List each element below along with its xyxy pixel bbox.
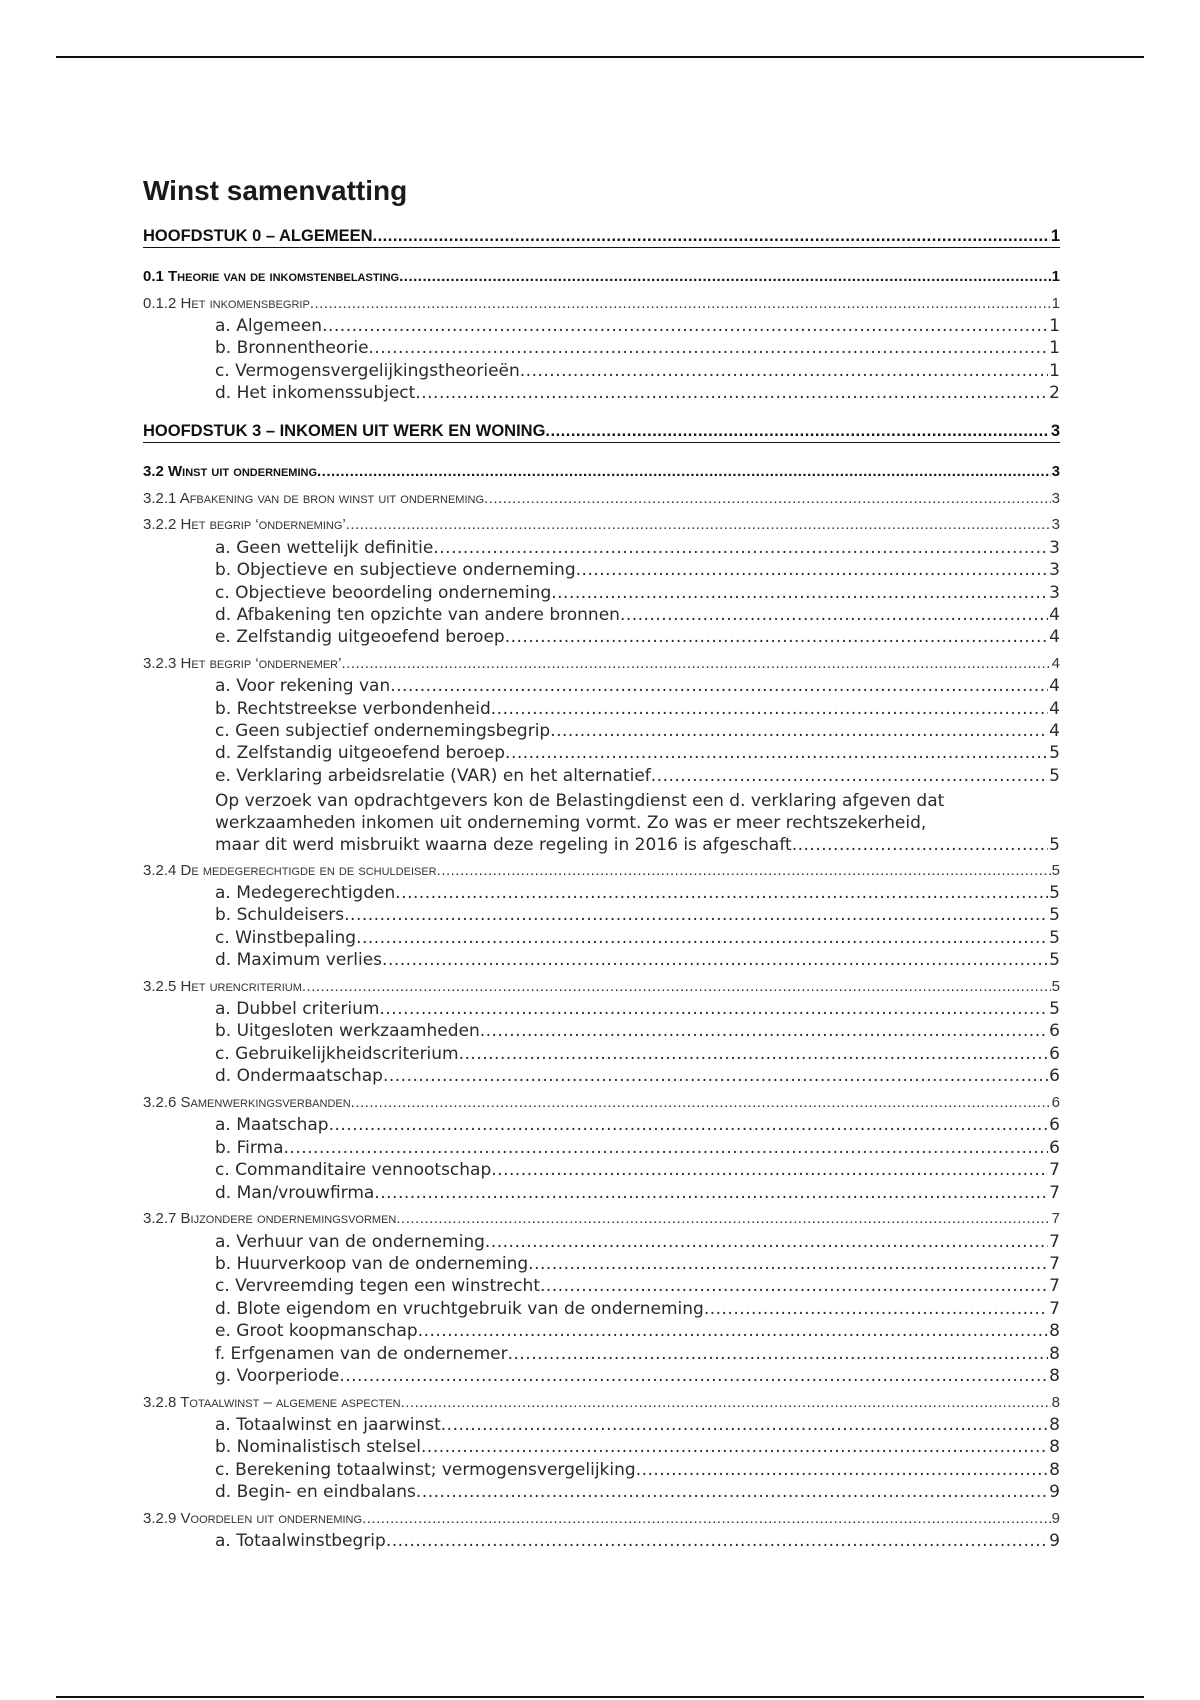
toc-entry[interactable]: 3.2.8 Totaalwinst – algemene aspecten ..... 8 xyxy=(143,1394,1060,1411)
toc-entry[interactable]: a. Totaalwinst en jaarwinst ..... 8 xyxy=(215,1416,1060,1436)
toc-entry[interactable]: 3.2.6 Samenwerkingsverbanden ..... 6 xyxy=(143,1094,1060,1111)
toc-entry[interactable]: e. Groot koopmanschap ..... 8 xyxy=(215,1322,1060,1342)
toc-entry[interactable]: 0.1.2 Het inkomensbegrip ..... 1 xyxy=(143,295,1060,312)
toc-entry[interactable]: e. Verklaring arbeidsrelatie (VAR) en het alternatief ..... 5 xyxy=(215,767,1060,787)
toc-entry[interactable]: b. Huurverkoop van de onderneming ..... 7 xyxy=(215,1255,1060,1275)
toc-entry[interactable]: c. Berekening totaalwinst; vermogensvergelijking ..... 8 xyxy=(215,1461,1060,1481)
toc-entry[interactable]: 3.2.5 Het urencriterium ..... 5 xyxy=(143,978,1060,995)
toc-entry[interactable]: b. Firma ..... 6 xyxy=(215,1139,1060,1159)
footer-rule xyxy=(56,1696,1144,1698)
toc-entry[interactable]: b. Uitgesloten werkzaamheden ..... 6 xyxy=(215,1022,1060,1042)
toc-entry[interactable]: HOOFDSTUK 3 – INKOMEN UIT WERK EN WONING ..... 3 xyxy=(143,422,1060,443)
toc-entry[interactable]: c. Commanditaire vennootschap ..... 7 xyxy=(215,1161,1060,1181)
toc-entry[interactable]: 3.2.4 De medegerechtigde en de schuldeiser ..... 5 xyxy=(143,862,1060,879)
toc-entry[interactable]: d. Het inkomenssubject ..... 2 xyxy=(215,384,1060,404)
toc-entry[interactable]: a. Maatschap ..... 6 xyxy=(215,1116,1060,1136)
toc-entry[interactable]: d. Zelfstandig uitgeoefend beroep ..... 5 xyxy=(215,744,1060,764)
toc-entry[interactable]: c. Vermogensvergelijkingstheorieën ..... 1 xyxy=(215,362,1060,382)
toc-entry[interactable]: HOOFDSTUK 0 – ALGEMEEN ..... 1 xyxy=(143,227,1060,248)
toc-entry[interactable]: f. Erfgenamen van de ondernemer ..... 8 xyxy=(215,1345,1060,1365)
toc-entry[interactable]: a. Voor rekening van ..... 4 xyxy=(215,677,1060,697)
toc-entry[interactable]: 3.2.7 Bijzondere ondernemingsvormen ..... 7 xyxy=(143,1210,1060,1227)
toc-entry[interactable]: c. Gebruikelijkheidscriterium ..... 6 xyxy=(215,1045,1060,1065)
toc-entry[interactable]: a. Algemeen ..... 1 xyxy=(215,317,1060,337)
toc-entry[interactable]: a. Dubbel criterium ..... 5 xyxy=(215,1000,1060,1020)
toc-entry[interactable]: d. Man/vrouwfirma ..... 7 xyxy=(215,1184,1060,1204)
toc-entry[interactable]: c. Winstbepaling ..... 5 xyxy=(215,929,1060,949)
toc-entry[interactable]: d. Blote eigendom en vruchtgebruik van de onderneming ..... 7 xyxy=(215,1300,1060,1320)
header-rule xyxy=(56,56,1144,58)
toc-entry[interactable]: b. Schuldeisers ..... 5 xyxy=(215,906,1060,926)
toc-entry[interactable]: a. Geen wettelijk definitie ..... 3 xyxy=(215,539,1060,559)
toc-entry[interactable]: d. Begin- en eindbalans ..... 9 xyxy=(215,1483,1060,1503)
toc-entry[interactable]: 3.2.3 Het begrip ‘ondernemer’ ..... 4 xyxy=(143,655,1060,672)
toc-entry-wrapped[interactable]: Op verzoek van opdrachtgevers kon de Belastingdienst een d. verklaring afgeven dat werkzaamheden inkomen uit onderneming vormt. Zo was er meer rechtszekerheid, maar dit werd misbruikt waarna deze regeling in 2016 is afgeschaft ..... 5 xyxy=(215,790,1060,856)
toc-entry[interactable]: b. Bronnentheorie ..... 1 xyxy=(215,339,1060,359)
toc-entry[interactable]: a. Totaalwinstbegrip ..... 9 xyxy=(215,1532,1060,1552)
toc-entry[interactable]: e. Zelfstandig uitgeoefend beroep ..... 4 xyxy=(215,628,1060,648)
toc-entry[interactable]: 3.2.1 Afbakening van de bron winst uit onderneming ..... 3 xyxy=(143,490,1060,507)
toc-entry[interactable]: d. Maximum verlies ..... 5 xyxy=(215,951,1060,971)
toc-entry[interactable]: c. Geen subjectief ondernemingsbegrip ..... 4 xyxy=(215,722,1060,742)
toc-entry[interactable]: a. Verhuur van de onderneming ..... 7 xyxy=(215,1233,1060,1253)
toc-entry[interactable]: b. Rechtstreekse verbondenheid ..... 4 xyxy=(215,700,1060,720)
toc-entry[interactable]: 0.1 Theorie van de inkomstenbelasting ..... 1 xyxy=(143,268,1060,285)
toc-entry[interactable]: 3.2 Winst uit onderneming ..... 3 xyxy=(143,463,1060,480)
toc-entry[interactable]: b. Nominalistisch stelsel ..... 8 xyxy=(215,1438,1060,1458)
toc-entry[interactable]: c. Vervreemding tegen een winstrecht ..... 7 xyxy=(215,1277,1060,1297)
toc-entry[interactable]: 3.2.9 Voordelen uit onderneming ..... 9 xyxy=(143,1510,1060,1527)
toc-entry[interactable]: d. Ondermaatschap ..... 6 xyxy=(215,1067,1060,1087)
toc-entry[interactable]: 3.2.2 Het begrip ‘onderneming’ ..... 3 xyxy=(143,516,1060,533)
document-title: Winst samenvatting xyxy=(143,175,408,206)
toc-entry[interactable]: g. Voorperiode ..... 8 xyxy=(215,1367,1060,1387)
toc-entry[interactable]: a. Medegerechtigden ..... 5 xyxy=(215,884,1060,904)
toc-entry[interactable]: c. Objectieve beoordeling onderneming ..... 3 xyxy=(215,584,1060,604)
toc-entry[interactable]: b. Objectieve en subjectieve onderneming ..... 3 xyxy=(215,561,1060,581)
toc-entry[interactable]: d. Afbakening ten opzichte van andere bronnen ..... 4 xyxy=(215,606,1060,626)
